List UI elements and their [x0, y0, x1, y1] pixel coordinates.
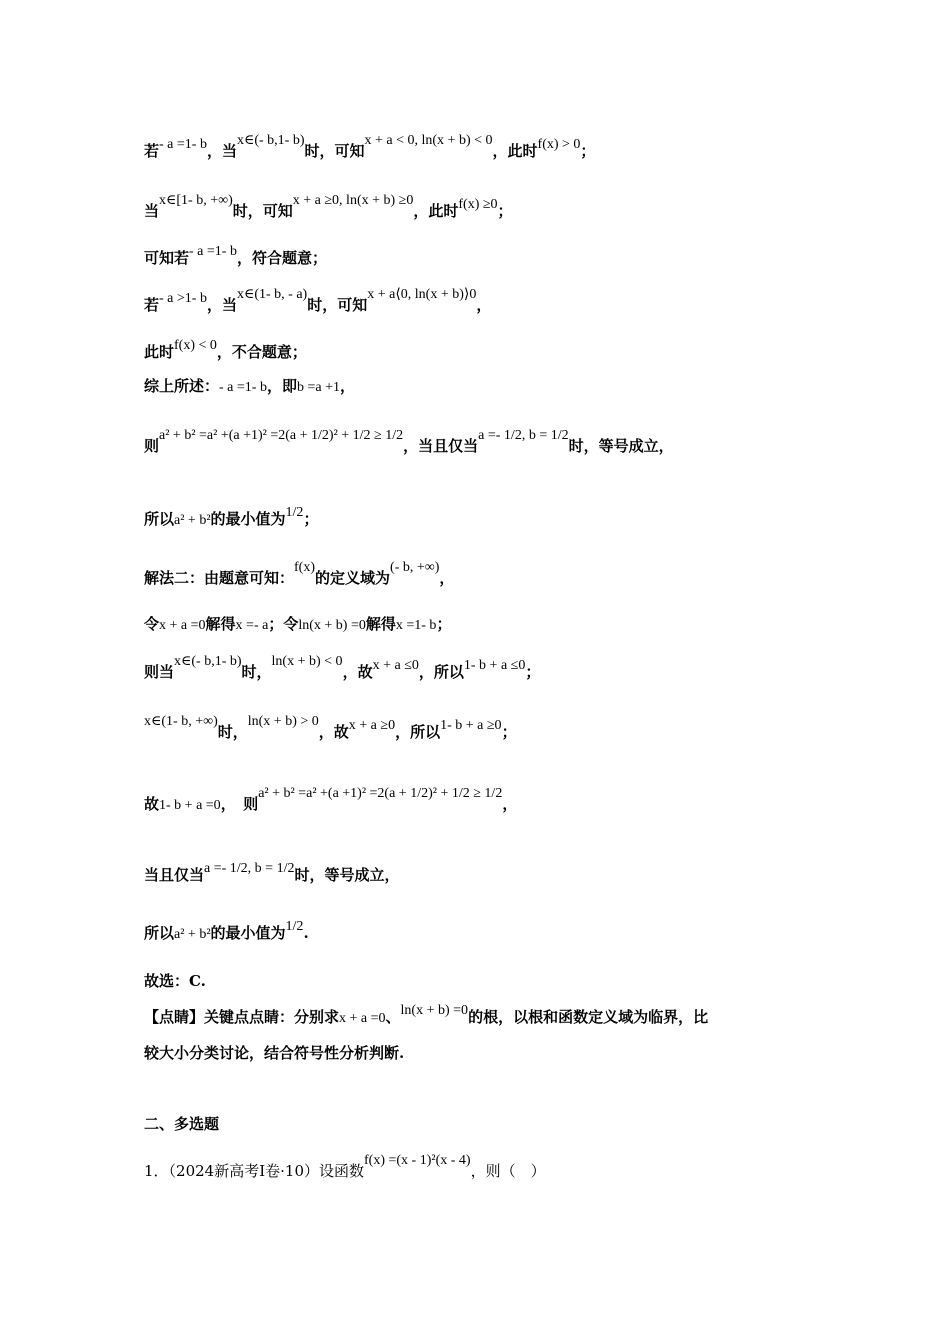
math: a² + b²	[174, 927, 211, 942]
text: 当	[144, 202, 160, 220]
math: ln(x + b) =0	[298, 618, 366, 633]
text: 【点睛】关键点点睛：分别求	[144, 1008, 340, 1026]
text: ，所以	[395, 723, 441, 741]
question-1	[144, 1153, 800, 1181]
math: x + a < 0, ln(x + b) < 0	[364, 133, 493, 148]
text: ，	[339, 377, 355, 395]
math: 1/2	[285, 505, 304, 520]
solution-line-14	[144, 861, 800, 885]
question-tail: ，则（ ）	[470, 1162, 546, 1180]
math: 1- b + a ≥0	[440, 718, 502, 733]
math: x∈(- b,1- b)	[236, 133, 305, 148]
text: 的根，以根和函数定义域为临界，比	[468, 1008, 709, 1026]
math: ln(x + b) < 0	[271, 654, 343, 669]
text: ，符合题意；	[236, 249, 327, 267]
text: 所以	[144, 924, 175, 942]
text: ；令	[268, 615, 299, 633]
solution-line-3	[144, 244, 800, 268]
text: 、	[385, 1008, 401, 1026]
math: f(x)	[294, 560, 316, 575]
solution-line-1	[144, 133, 800, 161]
section-title	[144, 1113, 800, 1134]
text: 则当	[144, 663, 175, 681]
math: - a =1- b	[219, 380, 267, 395]
text: 若	[144, 142, 160, 160]
math: f(x) > 0	[537, 137, 581, 152]
text: 时，可知	[232, 202, 293, 220]
math: ln(x + b) > 0	[247, 714, 319, 729]
text: 解法二：由题意可知：	[144, 569, 295, 587]
text: 所以	[144, 510, 175, 528]
text: ，此时	[492, 142, 538, 160]
solution-line-6	[144, 375, 800, 396]
text: ，当	[206, 142, 237, 160]
text: 时，可知	[307, 296, 368, 314]
math: 1- b + a ≤0	[463, 658, 526, 673]
answer-line	[144, 970, 800, 991]
text: ；	[580, 142, 596, 160]
math: a² + b² =a² +(a +1)² =2(a + 1/2)² + 1/2 ≥ 1/2	[258, 786, 503, 801]
question-number: 1．	[144, 1162, 169, 1180]
math: - a =1- b	[159, 137, 207, 152]
text: 的最小值为	[210, 924, 286, 942]
math: a =- 1/2, b = 1/2	[204, 861, 295, 876]
text: 若	[144, 296, 160, 314]
solution-line-10	[144, 613, 800, 634]
solution-line-15	[144, 919, 800, 943]
answer-text: 故选：C.	[144, 972, 206, 990]
math: f(x) < 0	[174, 338, 217, 353]
text: ，当且仅当	[403, 437, 479, 455]
text: ，故	[318, 723, 349, 741]
math: x∈(1- b, +∞)	[144, 714, 218, 729]
solution-line-7	[144, 428, 800, 456]
text: ；	[497, 202, 513, 220]
solution-line-11	[144, 654, 800, 682]
text: ；	[501, 723, 517, 741]
math: a² + b²	[174, 513, 211, 528]
math: x∈(- b,1- b)	[174, 654, 242, 669]
text: 此时	[144, 343, 175, 361]
text: 可知若	[144, 249, 190, 267]
math: x + a =0	[159, 618, 206, 633]
text: ，即	[266, 377, 297, 395]
question-source: （2024新高考Ⅰ卷·10）设函数	[168, 1162, 365, 1180]
text: ；	[303, 510, 319, 528]
text: ，	[502, 795, 518, 813]
text: 时，等号成立，	[568, 437, 674, 455]
text: 较大小分类讨论，结合符号性分析判断.	[144, 1044, 405, 1062]
text: ，此时	[413, 202, 459, 220]
math: - a >1- b	[159, 291, 207, 306]
text: ，所以	[418, 663, 464, 681]
solution-line-4	[144, 287, 800, 315]
text: 时，	[217, 723, 248, 741]
text: 解得	[365, 615, 396, 633]
solution-line-13	[144, 786, 800, 814]
math: x + a ≥0	[348, 718, 396, 733]
math: - a =1- b	[189, 244, 237, 259]
text: ；	[525, 663, 541, 681]
solution-line-5	[144, 338, 800, 362]
solution-line-8	[144, 505, 800, 529]
text: ；	[436, 615, 452, 633]
text: ，不合题意；	[216, 343, 307, 361]
text: .	[303, 924, 309, 942]
text: 则	[144, 437, 160, 455]
math: 1- b + a =0	[159, 798, 221, 813]
text: 时，等号成立，	[294, 866, 400, 884]
text: ，故	[342, 663, 373, 681]
key-point-line-2	[144, 1042, 800, 1063]
math: 1/2	[285, 919, 304, 934]
math: x + a ≤0	[372, 658, 419, 673]
math: x =1- b	[395, 618, 437, 633]
math: x + a =0	[339, 1011, 386, 1026]
solution-line-12	[144, 714, 800, 742]
text: 当且仅当	[144, 866, 205, 884]
text: 解得	[205, 615, 236, 633]
math: x + a⟨0, ln(x + b)⟩0	[367, 287, 477, 302]
math: x∈(1- b, - a)	[236, 287, 308, 302]
text: 的最小值为	[210, 510, 286, 528]
math: b =a +1	[296, 380, 340, 395]
math: a² + b² =a² +(a +1)² =2(a + 1/2)² + 1/2 ≥ 1/2	[159, 428, 404, 443]
text: 时，可知	[304, 142, 365, 160]
text: 令	[144, 615, 160, 633]
math: x + a ≥0, ln(x + b) ≥0	[292, 193, 414, 208]
text: 时，	[241, 663, 272, 681]
math: a =- 1/2, b = 1/2	[478, 428, 569, 443]
text: 综上所述：	[144, 377, 220, 395]
text: ，	[476, 296, 492, 314]
text: ，	[439, 569, 455, 587]
section-title-text: 二、多选题	[144, 1115, 220, 1133]
math: x∈[1- b, +∞)	[159, 193, 233, 208]
text: ， 则	[220, 795, 259, 813]
math: (- b, +∞)	[390, 560, 440, 575]
text: 故	[144, 795, 160, 813]
text: 的定义域为	[315, 569, 391, 587]
solution-line-2	[144, 193, 800, 221]
text: ，当	[206, 296, 237, 314]
solution-line-9	[144, 560, 800, 588]
math: x =- a	[235, 618, 269, 633]
math: ln(x + b) =0	[400, 1003, 469, 1018]
math: f(x) ≥0	[458, 197, 498, 212]
question-formula: f(x) =(x - 1)²(x - 4)	[364, 1153, 471, 1168]
key-point-line-1	[144, 1003, 800, 1027]
